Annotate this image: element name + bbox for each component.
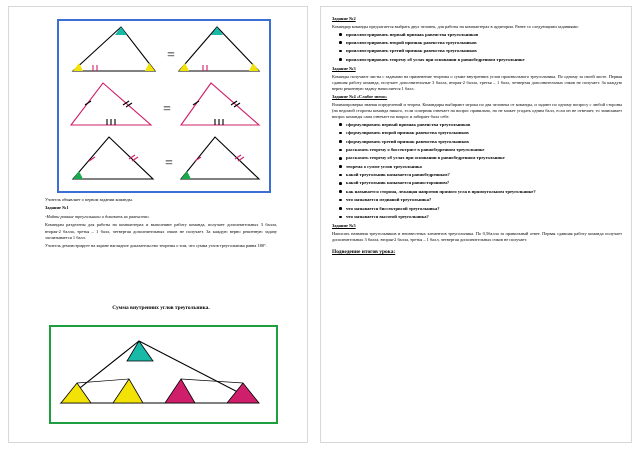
list-item: как называется сторона, лежащая напротив прямого угла в прямоугольном треугольнике? (346, 189, 622, 195)
task5-text: Написать названия треугольников и неизвестных элементов треугольника. По 0,5балла за правильный ответ. Первая сдавшая работу команда получает дополнительных 3 балла, вторая-2 балла, третья – 1 балл, четвертая дополнительных очков не получает. (332, 230, 622, 243)
list-item: сформулировать первый признак равенства треугольников (346, 122, 622, 128)
list-item: что называется высотой треугольника? (346, 214, 622, 220)
left-task1-header: Задание №1 (45, 205, 69, 211)
list-item: рассказать теорему об углах при основании в равнобедренном треугольнике (346, 155, 622, 161)
list-item: что называется медианой треугольника? (346, 197, 622, 203)
list-item: проиллюстрировать третий признак равенства треугольников (346, 48, 622, 54)
triangle-figure-bottom (49, 325, 278, 424)
list-item: теорема о сумме углов треугольника (346, 164, 622, 170)
task3-text: Команды получают листы с задачами на применение теоремы о сумме внутренних углов произвольного треугольника. По одному за своей листе. Первая сдавшая работу команда, получает дополнительные 3 балла, вторая-2 балла, третья – 1 балл, четвертая дополнительных очков не получает. За каждую верно решенную задачу начисляется 1 балл. (332, 73, 622, 92)
task4-questions (332, 122, 622, 220)
equals-sign-1: = (167, 48, 175, 63)
triangle-row3-left (73, 137, 153, 179)
task2-bullets (332, 32, 622, 63)
task5-header: Задание №5 (332, 223, 356, 229)
list-item: какой треугольник называется равносторонним? (346, 180, 622, 186)
list-item: сформулировать второй признак равенства треугольников (346, 130, 622, 136)
left-para-1: Учитель объявляет о первом задании команды. (45, 197, 133, 202)
task4-text: Взаимопроверка знания определений и теорем. Командиры выбирают игрока по два человека от команды, и задают по одному вопросу с любой стороны (на ведомой стороны команда никого, если соперник отвечает на вопрос правильно, но не может угадать одним балл, если он не отвечает, то записывает вопрос команды сама отвечает на вопрос и забирает балл себе. (332, 101, 622, 120)
left-task1-subtitle: -Найти равные треугольники и доказать их равенство. (45, 213, 150, 219)
triangle-row3-right (181, 137, 259, 179)
triangles-figure-top (57, 19, 271, 193)
equals-sign-2: = (163, 102, 171, 117)
triangle-row2-left (71, 83, 151, 125)
angle-sum-diagram-svg (51, 327, 272, 418)
left-page-body (45, 197, 277, 252)
list-item: сформулировать третий признак равенства треугольников (346, 139, 622, 145)
summary-header: Подведение итогов урока: (332, 248, 396, 255)
left-para-2: Командам разделены для работы на компьютерах и выполняют работу команда, получает дополнительных 3 балла, вторая-2 балла, третья – 1 балл, четвертая дополнительных очков не получает. За каждую верно решенную задачу засчитывается 1 балл. (45, 222, 277, 240)
list-item: проиллюстрировать второй признак равенства треугольников (346, 40, 622, 46)
task2-header: Задание №2 (332, 16, 356, 21)
sum-of-angles-title: Сумма внутренних углов треугольника. (112, 305, 210, 311)
triangle-row2-right (181, 83, 259, 125)
list-item: какой треугольник называется равнобедренным? (346, 172, 622, 178)
equals-sign-3: = (165, 156, 173, 171)
task2-intro: Командир команды предлагается выбрать двух человек, для работы на компьютерах в аудитории. Ранее со следующими заданиями: (332, 23, 579, 29)
task4-header: Задание №4 «Слабое звено» (332, 93, 388, 99)
left-page (8, 6, 308, 443)
list-item: рассказать теорему о биссектрисе в равнобедренном треугольнике (346, 147, 622, 153)
left-para-3: Учитель демонстрирует на экране наглядное доказательство теоремы о том, что сумма углов треугольника равна 180°. (45, 243, 267, 249)
triangle-row1-left (73, 27, 155, 71)
triangles-diagram-svg (59, 21, 265, 187)
right-page-body (332, 16, 622, 258)
list-item: что называется биссектрисой треугольника? (346, 206, 622, 212)
list-item: проиллюстрировать первый признак равенства треугольников (346, 32, 622, 38)
list-item: проиллюстрировать теорему об углах при основании в равнобедренном треугольнике (346, 57, 622, 63)
task3-header: Задание №3 (332, 65, 356, 71)
triangle-row1-right (179, 27, 259, 71)
